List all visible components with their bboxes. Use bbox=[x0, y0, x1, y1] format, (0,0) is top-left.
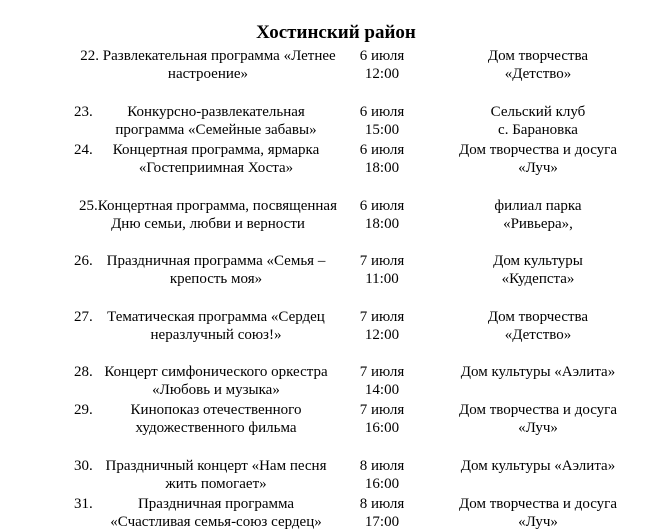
event-title bbox=[90, 103, 342, 139]
event-row bbox=[0, 197, 672, 233]
event-datetime bbox=[330, 457, 434, 493]
event-title bbox=[90, 308, 342, 344]
event-row bbox=[0, 103, 672, 139]
event-title-line: Праздничный концерт «Нам песня bbox=[105, 458, 327, 474]
event-datetime bbox=[330, 252, 434, 288]
event-row bbox=[0, 252, 672, 288]
event-venue-line: с. Барановка bbox=[498, 122, 578, 138]
event-row bbox=[0, 457, 672, 493]
event-venue bbox=[440, 457, 636, 475]
event-datetime bbox=[330, 141, 434, 177]
event-time: 14:00 bbox=[364, 382, 400, 398]
event-row bbox=[0, 495, 672, 531]
event-venue bbox=[440, 252, 636, 288]
event-datetime bbox=[330, 47, 434, 83]
event-time: 12:00 bbox=[364, 327, 400, 343]
event-title-line: «Любовь и музыка» bbox=[152, 382, 280, 398]
event-title-line: «Счастливая семья-союз сердец» bbox=[110, 514, 322, 530]
event-time: 15:00 bbox=[364, 122, 400, 138]
event-title-line: Дню семьи, любви и верности bbox=[111, 216, 305, 232]
event-number: 30. bbox=[74, 458, 93, 474]
event-venue bbox=[440, 401, 636, 437]
event-date: 6 июля bbox=[359, 48, 405, 64]
event-venue-line: Дом творчества и досуга bbox=[459, 402, 617, 418]
event-venue-line: «Кудепста» bbox=[501, 271, 575, 287]
event-venue-line: «Детство» bbox=[504, 327, 572, 343]
event-title bbox=[90, 457, 342, 493]
event-number: 24. bbox=[74, 142, 93, 158]
event-title bbox=[90, 141, 342, 177]
event-number: 29. bbox=[74, 402, 93, 418]
event-venue bbox=[440, 495, 636, 531]
event-title bbox=[90, 363, 342, 399]
event-title-line: 25.Концертная программа, посвященная bbox=[79, 198, 337, 214]
event-title-line: жить помогает» bbox=[165, 476, 267, 492]
event-datetime bbox=[330, 363, 434, 399]
event-row bbox=[0, 141, 672, 177]
event-number: 23. bbox=[74, 104, 93, 120]
event-title bbox=[90, 252, 342, 288]
event-title-line: настроение» bbox=[167, 66, 249, 82]
event-venue bbox=[440, 308, 636, 344]
event-title bbox=[90, 495, 342, 531]
event-venue-line: Сельский клуб bbox=[490, 104, 586, 120]
event-time: 17:00 bbox=[364, 514, 400, 530]
event-row bbox=[0, 363, 672, 399]
event-date: 6 июля bbox=[359, 104, 405, 120]
event-datetime bbox=[330, 401, 434, 437]
event-venue-line: «Детство» bbox=[504, 66, 572, 82]
event-date: 8 июля bbox=[359, 496, 405, 512]
event-title-line: крепость моя» bbox=[169, 271, 263, 287]
event-venue-line: «Луч» bbox=[518, 514, 558, 530]
event-date: 8 июля bbox=[359, 458, 405, 474]
event-venue-line: Дом творчества bbox=[487, 48, 589, 64]
event-title-line: Концерт симфонического оркестра bbox=[104, 364, 328, 380]
event-datetime bbox=[330, 197, 434, 233]
event-title-line: программа «Семейные забавы» bbox=[115, 122, 317, 138]
event-time: 18:00 bbox=[364, 216, 400, 232]
event-venue-line: Дом творчества и досуга bbox=[459, 142, 617, 158]
event-venue bbox=[440, 103, 636, 139]
event-time: 18:00 bbox=[364, 160, 400, 176]
event-title-line: 22. Развлекательная программа «Летнее bbox=[80, 48, 336, 64]
event-title-line: Кинопоказ отечественного bbox=[130, 402, 302, 418]
event-venue bbox=[440, 363, 636, 381]
event-title-line: художественного фильма bbox=[135, 420, 297, 436]
event-venue-line: «Луч» bbox=[518, 160, 558, 176]
event-date: 6 июля bbox=[359, 142, 405, 158]
event-venue bbox=[440, 47, 636, 83]
event-venue-line: Дом культуры «Аэлита» bbox=[460, 458, 616, 474]
event-date: 7 июля bbox=[359, 364, 405, 380]
event-time: 16:00 bbox=[364, 420, 400, 436]
event-venue-line: Дом творчества и досуга bbox=[459, 496, 617, 512]
event-datetime bbox=[330, 308, 434, 344]
event-time: 11:00 bbox=[365, 271, 399, 287]
event-date: 6 июля bbox=[359, 198, 405, 214]
event-venue-line: Дом творчества bbox=[487, 309, 589, 325]
event-title-line: Праздничная программа «Семья – bbox=[106, 253, 326, 269]
event-title-line: Тематическая программа «Сердец bbox=[107, 309, 325, 325]
event-venue-line: филиал парка bbox=[494, 198, 582, 214]
event-title-line: Конкурсно-развлекательная bbox=[127, 104, 305, 120]
event-venue bbox=[440, 197, 636, 233]
event-row bbox=[0, 308, 672, 344]
event-row bbox=[0, 401, 672, 437]
event-number: 28. bbox=[74, 364, 93, 380]
event-title-line: Праздничная программа bbox=[137, 496, 295, 512]
event-venue-line: Дом культуры «Аэлита» bbox=[460, 364, 616, 380]
event-number: 26. bbox=[74, 253, 93, 269]
event-date: 7 июля bbox=[359, 402, 405, 418]
event-title bbox=[74, 47, 342, 83]
event-row bbox=[0, 47, 672, 83]
event-datetime bbox=[330, 103, 434, 139]
event-venue-line: «Ривьера», bbox=[503, 216, 573, 232]
event-number: 31. bbox=[74, 496, 93, 512]
event-venue bbox=[440, 141, 636, 177]
event-date: 7 июля bbox=[359, 253, 405, 269]
event-date: 7 июля bbox=[359, 309, 405, 325]
event-title-line: «Гостеприимная Хоста» bbox=[138, 160, 294, 176]
event-title-line: неразлучный союз!» bbox=[150, 327, 282, 343]
event-title bbox=[90, 401, 342, 437]
event-venue-line: Дом культуры bbox=[493, 253, 583, 269]
event-title-line: Концертная программа, ярмарка bbox=[112, 142, 320, 158]
event-title bbox=[74, 197, 342, 233]
event-venue-line: «Луч» bbox=[518, 420, 558, 436]
event-time: 16:00 bbox=[364, 476, 400, 492]
event-datetime bbox=[330, 495, 434, 531]
event-number: 27. bbox=[74, 309, 93, 325]
event-time: 12:00 bbox=[364, 66, 400, 82]
page-title: Хостинский район bbox=[256, 22, 416, 43]
